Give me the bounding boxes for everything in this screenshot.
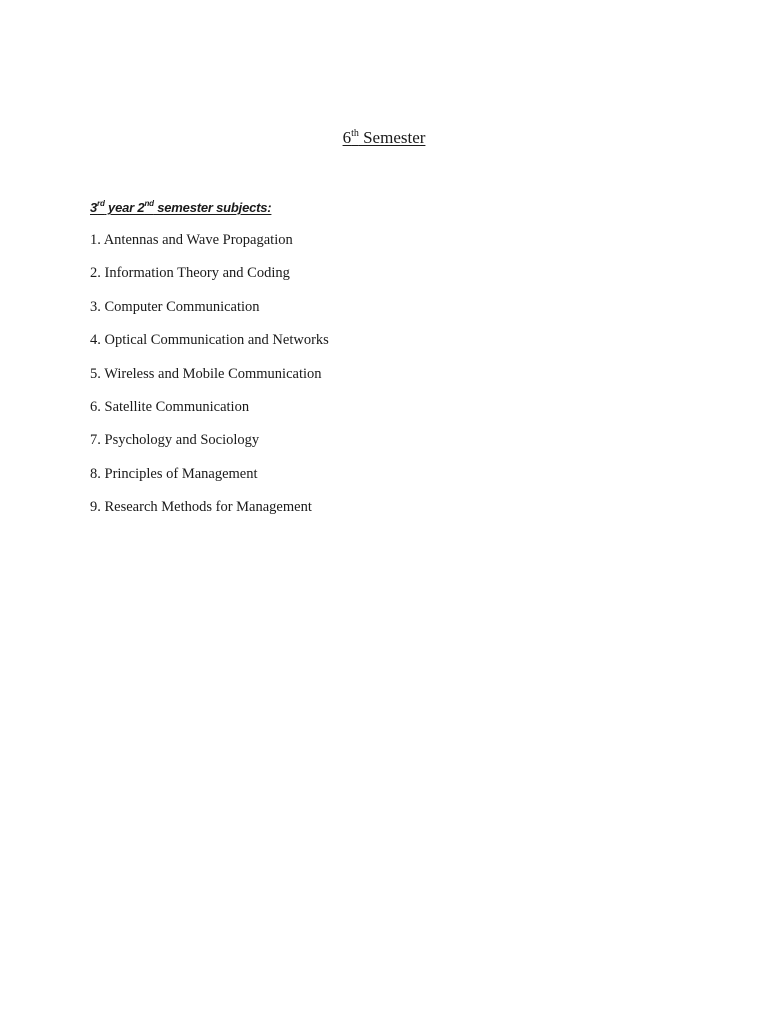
list-item: 5. Wireless and Mobile Communication bbox=[90, 365, 322, 382]
heading-part-2: year 2 bbox=[104, 200, 145, 215]
list-item: 7. Psychology and Sociology bbox=[90, 432, 260, 449]
list-item: 6. Satellite Communication bbox=[90, 398, 250, 415]
list-item: 1. Antennas and Wave Propagation bbox=[90, 232, 293, 248]
section-heading-text bbox=[90, 200, 271, 215]
heading-sup-1: rd bbox=[97, 199, 105, 208]
list-item: 2. Information Theory and Coding bbox=[90, 265, 290, 282]
list-item: 3. Computer Communication bbox=[90, 298, 260, 315]
section-heading bbox=[90, 200, 271, 215]
subject-list bbox=[90, 230, 329, 531]
heading-part-3: semester subjects: bbox=[153, 200, 272, 215]
page-title-text bbox=[343, 128, 426, 147]
page-title bbox=[0, 128, 768, 148]
title-superscript: th bbox=[351, 128, 359, 139]
list-item: 4. Optical Communication and Networks bbox=[90, 332, 329, 349]
title-word: Semester bbox=[358, 128, 426, 147]
heading-sup-2: nd bbox=[144, 199, 154, 208]
title-number: 6 bbox=[342, 128, 352, 147]
list-item: 9. Research Methods for Management bbox=[90, 499, 312, 516]
list-item: 8. Principles of Management bbox=[90, 465, 258, 482]
heading-part-1: 3 bbox=[90, 200, 98, 215]
